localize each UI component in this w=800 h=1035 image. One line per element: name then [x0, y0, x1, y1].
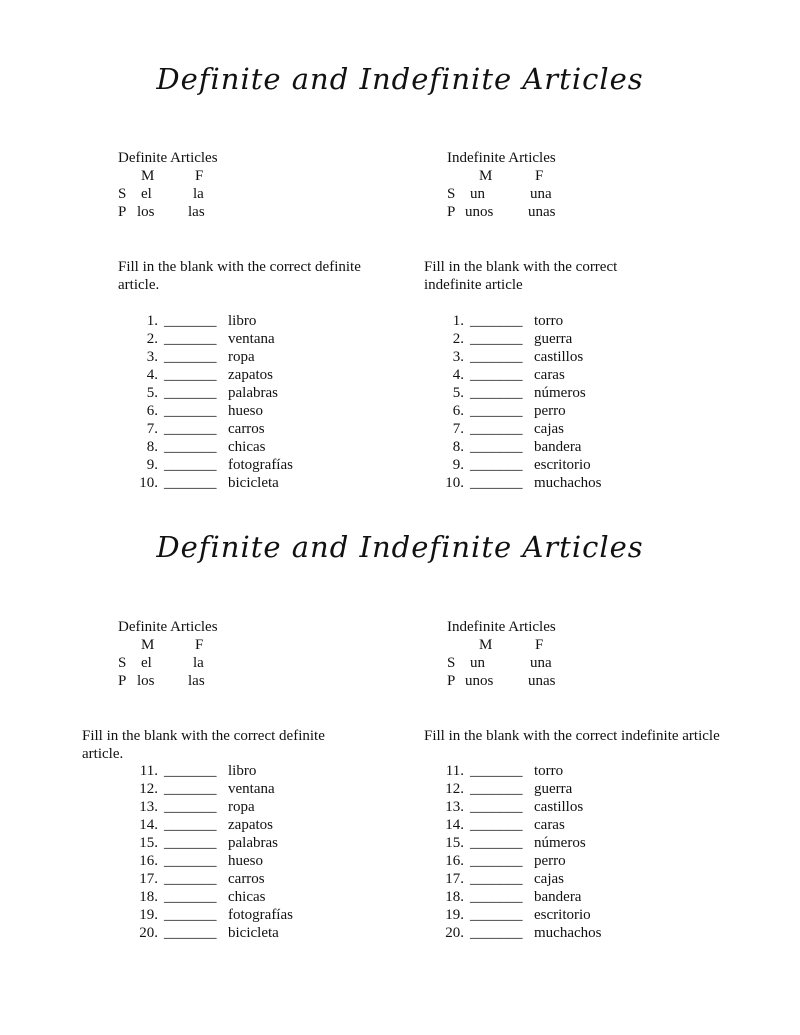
row-plural: P	[118, 673, 127, 689]
exercise-number: 12.	[445, 781, 464, 797]
instruction-definite: Fill in the blank with the correct definite article.	[82, 728, 325, 762]
exercise-number: 4.	[146, 367, 158, 383]
answer-blank[interactable]: _______	[470, 475, 523, 491]
exercise-noun: caras	[534, 367, 565, 383]
exercise-noun: ventana	[228, 781, 275, 797]
exercise-number: 17.	[139, 871, 158, 887]
answer-blank[interactable]: _______	[164, 799, 217, 815]
exercise-number: 15.	[445, 835, 464, 851]
exercise-number: 11.	[139, 763, 158, 779]
exercise-number: 1.	[452, 313, 464, 329]
column-masculine: M	[479, 637, 493, 653]
singular-masculine: el	[141, 655, 152, 671]
exercise-noun: castillos	[534, 799, 584, 815]
answer-blank[interactable]: _______	[470, 889, 523, 905]
plural-feminine: las	[188, 673, 205, 689]
exercise-noun: escritorio	[534, 457, 591, 473]
exercise-noun: bicicleta	[228, 475, 279, 491]
answer-blank[interactable]: _______	[470, 439, 523, 455]
exercise-number: 9.	[146, 457, 158, 473]
answer-blank[interactable]: _______	[164, 331, 217, 347]
exercise-number: 4.	[452, 367, 464, 383]
worksheet-title: Definite and Indefinite Articles	[156, 62, 644, 96]
exercise-noun: muchachos	[534, 925, 602, 941]
answer-blank[interactable]: _______	[164, 925, 217, 941]
exercise-number: 2.	[452, 331, 464, 347]
exercise-noun: caras	[534, 817, 565, 833]
answer-blank[interactable]: _______	[164, 457, 217, 473]
exercise-number: 2.	[146, 331, 158, 347]
answer-blank[interactable]: _______	[470, 925, 523, 941]
exercise-number: 14.	[139, 817, 158, 833]
exercise-noun: ventana	[228, 331, 275, 347]
exercise-number: 5.	[146, 385, 158, 401]
exercise-number: 1.	[146, 313, 158, 329]
exercise-number: 16.	[139, 853, 158, 869]
singular-masculine: un	[470, 186, 485, 202]
answer-blank[interactable]: _______	[470, 835, 523, 851]
exercise-number: 16.	[445, 853, 464, 869]
exercise-noun: números	[534, 835, 586, 851]
exercise-noun: zapatos	[228, 367, 273, 383]
exercise-noun: bandera	[534, 439, 582, 455]
exercise-noun: números	[534, 385, 586, 401]
instruction-definite: Fill in the blank with the correct definite article.	[118, 259, 361, 293]
plural-feminine: las	[188, 204, 205, 220]
column-feminine: F	[195, 168, 204, 184]
exercise-noun: ropa	[228, 349, 255, 365]
exercise-number: 7.	[146, 421, 158, 437]
column-feminine: F	[535, 168, 544, 184]
column-masculine: M	[141, 637, 155, 653]
exercise-number: 13.	[139, 799, 158, 815]
singular-feminine: la	[193, 655, 204, 671]
exercise-number: 6.	[452, 403, 464, 419]
exercise-number: 11.	[445, 763, 464, 779]
exercise-noun: hueso	[228, 853, 263, 869]
definite-articles-heading: Definite Articles	[118, 150, 218, 166]
singular-feminine: una	[530, 655, 552, 671]
exercise-noun: perro	[534, 403, 566, 419]
column-feminine: F	[195, 637, 204, 653]
column-feminine: F	[535, 637, 544, 653]
answer-blank[interactable]: _______	[164, 367, 217, 383]
singular-feminine: la	[193, 186, 204, 202]
answer-blank[interactable]: _______	[470, 421, 523, 437]
singular-masculine: el	[141, 186, 152, 202]
answer-blank[interactable]: _______	[470, 799, 523, 815]
exercise-noun: ropa	[228, 799, 255, 815]
plural-masculine: unos	[465, 204, 494, 220]
exercise-number: 20.	[139, 925, 158, 941]
exercise-number: 9.	[452, 457, 464, 473]
singular-feminine: una	[530, 186, 552, 202]
exercise-noun: chicas	[228, 889, 266, 905]
exercise-number: 3.	[452, 349, 464, 365]
exercise-noun: torro	[534, 313, 564, 329]
answer-blank[interactable]: _______	[164, 475, 217, 491]
indefinite-articles-heading: Indefinite Articles	[447, 150, 556, 166]
exercise-number: 18.	[139, 889, 158, 905]
answer-blank[interactable]: _______	[470, 403, 523, 419]
answer-blank[interactable]: _______	[470, 781, 523, 797]
plural-feminine: unas	[528, 673, 556, 689]
exercise-noun: torro	[534, 763, 564, 779]
exercise-number: 15.	[139, 835, 158, 851]
answer-blank[interactable]: _______	[470, 313, 523, 329]
answer-blank[interactable]: _______	[470, 349, 523, 365]
exercise-noun: palabras	[228, 835, 278, 851]
answer-blank[interactable]: _______	[470, 763, 523, 779]
answer-blank[interactable]: _______	[164, 421, 217, 437]
exercise-number: 10.	[445, 475, 464, 491]
answer-blank[interactable]: _______	[470, 817, 523, 833]
exercise-noun: cajas	[534, 421, 564, 437]
exercise-noun: cajas	[534, 871, 564, 887]
row-singular: S	[118, 655, 127, 671]
exercise-noun: carros	[228, 421, 265, 437]
answer-blank[interactable]: _______	[470, 907, 523, 923]
row-singular: S	[118, 186, 127, 202]
answer-blank[interactable]: _______	[164, 385, 217, 401]
exercise-number: 17.	[445, 871, 464, 887]
exercise-noun: escritorio	[534, 907, 591, 923]
answer-blank[interactable]: _______	[470, 331, 523, 347]
exercise-noun: chicas	[228, 439, 266, 455]
exercise-number: 10.	[139, 475, 158, 491]
exercise-noun: bandera	[534, 889, 582, 905]
exercise-number: 13.	[445, 799, 464, 815]
exercise-noun: palabras	[228, 385, 278, 401]
exercise-noun: guerra	[534, 331, 573, 347]
answer-blank[interactable]: _______	[164, 889, 217, 905]
answer-blank[interactable]: _______	[164, 907, 217, 923]
plural-masculine: los	[137, 204, 155, 220]
exercise-noun: libro	[228, 763, 257, 779]
exercise-number: 8.	[146, 439, 158, 455]
answer-blank[interactable]: _______	[164, 439, 217, 455]
exercise-number: 18.	[445, 889, 464, 905]
indefinite-articles-heading: Indefinite Articles	[447, 619, 556, 635]
exercise-noun: guerra	[534, 781, 573, 797]
exercise-noun: zapatos	[228, 817, 273, 833]
answer-blank[interactable]: _______	[164, 763, 217, 779]
exercise-number: 5.	[452, 385, 464, 401]
column-masculine: M	[479, 168, 493, 184]
exercise-noun: fotografías	[228, 907, 293, 923]
exercise-noun: libro	[228, 313, 257, 329]
worksheet-title: Definite and Indefinite Articles	[156, 530, 644, 564]
exercise-number: 20.	[445, 925, 464, 941]
answer-blank[interactable]: _______	[164, 853, 217, 869]
exercise-noun: fotografías	[228, 457, 293, 473]
exercise-noun: carros	[228, 871, 265, 887]
answer-blank[interactable]: _______	[164, 349, 217, 365]
answer-blank[interactable]: _______	[164, 871, 217, 887]
answer-blank[interactable]: _______	[164, 835, 217, 851]
singular-masculine: un	[470, 655, 485, 671]
answer-blank[interactable]: _______	[470, 457, 523, 473]
plural-masculine: los	[137, 673, 155, 689]
row-singular: S	[447, 655, 456, 671]
answer-blank[interactable]: _______	[164, 781, 217, 797]
answer-blank[interactable]: _______	[470, 367, 523, 383]
exercise-number: 8.	[452, 439, 464, 455]
exercise-number: 19.	[139, 907, 158, 923]
plural-feminine: unas	[528, 204, 556, 220]
row-plural: P	[447, 204, 456, 220]
plural-masculine: unos	[465, 673, 494, 689]
answer-blank[interactable]: _______	[164, 817, 217, 833]
definite-articles-heading: Definite Articles	[118, 619, 218, 635]
exercise-number: 12.	[139, 781, 158, 797]
exercise-noun: castillos	[534, 349, 584, 365]
row-singular: S	[447, 186, 456, 202]
row-plural: P	[118, 204, 127, 220]
exercise-noun: bicicleta	[228, 925, 279, 941]
exercise-noun: hueso	[228, 403, 263, 419]
answer-blank[interactable]: _______	[470, 385, 523, 401]
answer-blank[interactable]: _______	[470, 853, 523, 869]
exercise-number: 6.	[146, 403, 158, 419]
instruction-indefinite: Fill in the blank with the correct indefinite article	[424, 259, 618, 293]
column-masculine: M	[141, 168, 155, 184]
exercise-number: 19.	[445, 907, 464, 923]
exercise-noun: muchachos	[534, 475, 602, 491]
answer-blank[interactable]: _______	[164, 313, 217, 329]
instruction-indefinite: Fill in the blank with the correct indefinite article	[424, 728, 720, 744]
exercise-number: 7.	[452, 421, 464, 437]
exercise-noun: perro	[534, 853, 566, 869]
exercise-number: 3.	[146, 349, 158, 365]
answer-blank[interactable]: _______	[470, 871, 523, 887]
answer-blank[interactable]: _______	[164, 403, 217, 419]
row-plural: P	[447, 673, 456, 689]
exercise-number: 14.	[445, 817, 464, 833]
